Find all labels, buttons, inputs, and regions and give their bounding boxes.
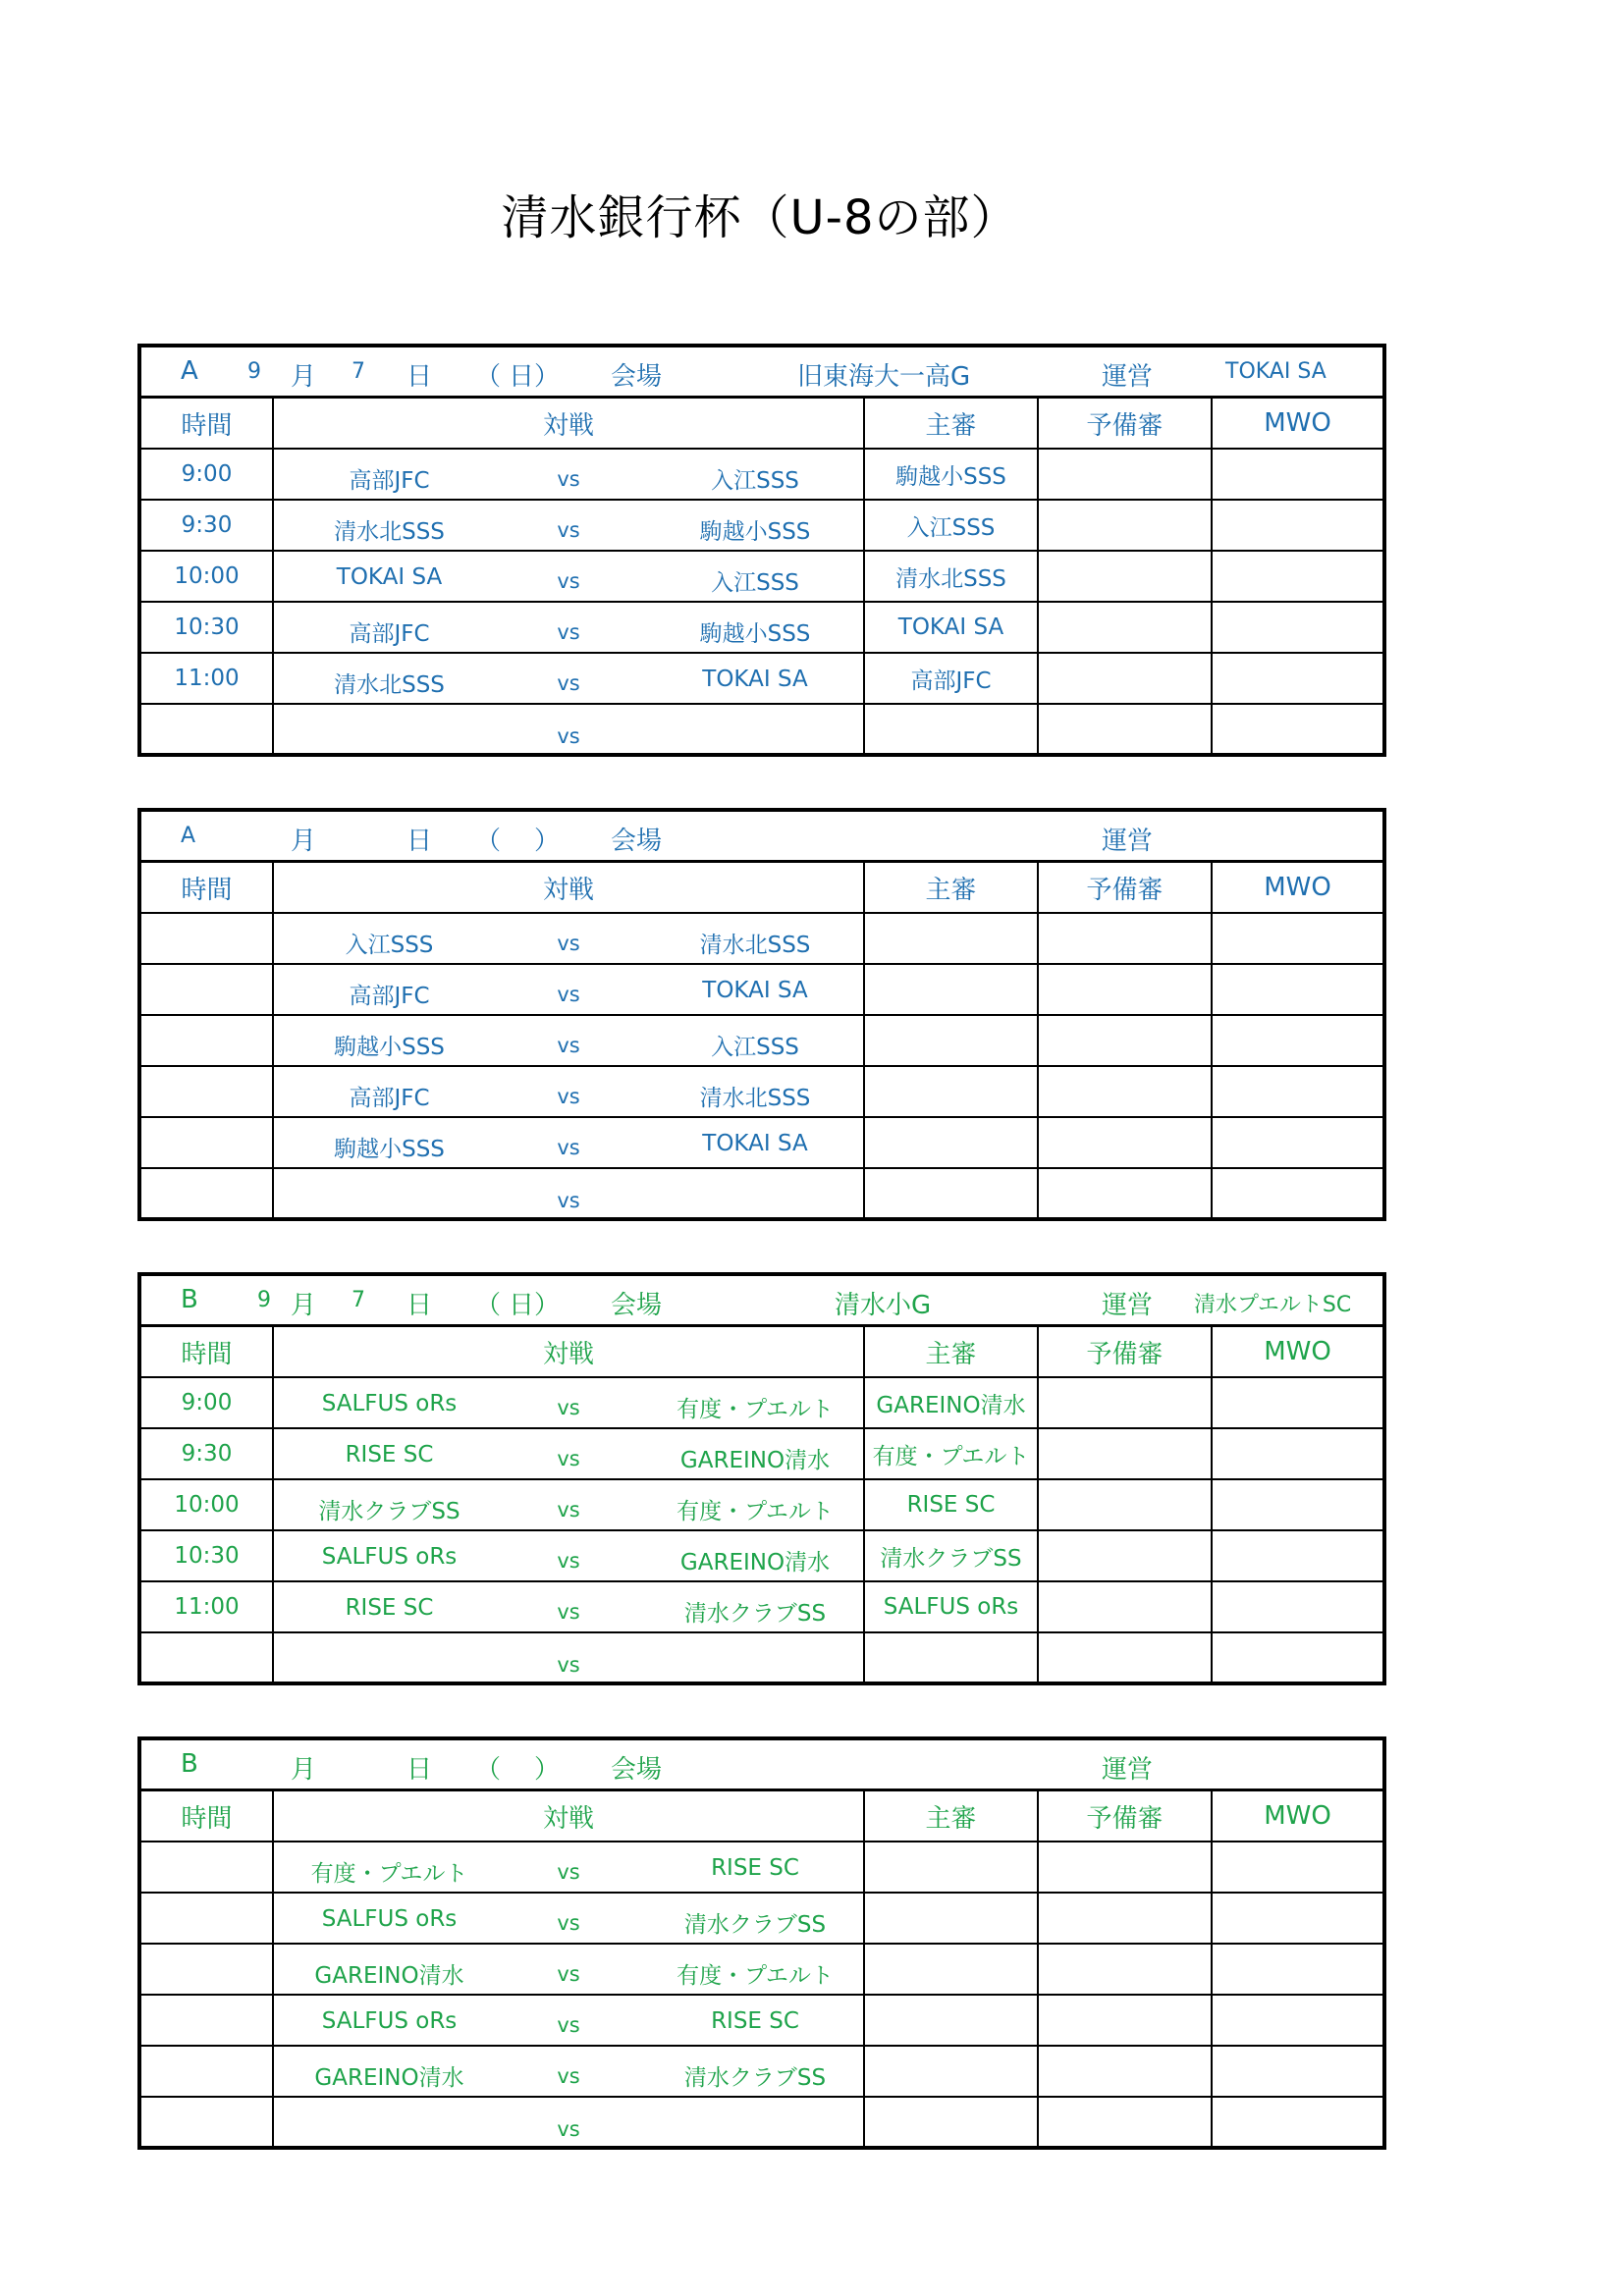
reserve-cell — [1038, 1015, 1212, 1066]
time-cell: 11:00 — [141, 1581, 273, 1632]
vs-label: vs — [557, 1396, 580, 1419]
mwo-cell — [1212, 2046, 1382, 2097]
match-cell — [273, 2046, 864, 2097]
month-value: 9 — [247, 359, 261, 384]
time-cell — [141, 1893, 273, 1944]
vs-label: vs — [557, 1860, 580, 1884]
weekday-close: ） — [534, 1755, 561, 1785]
referee-cell — [864, 2046, 1038, 2097]
weekday-close: ） — [534, 362, 561, 392]
vs-label: vs — [557, 1447, 580, 1470]
col-reserve: 予備審 — [1038, 863, 1212, 913]
venue-label: 会場 — [611, 1755, 663, 1785]
time-cell — [141, 1842, 273, 1893]
mwo-cell — [1212, 1842, 1382, 1893]
home-team: 入江SSS — [345, 933, 434, 958]
venue-label: 会場 — [611, 827, 663, 856]
reserve-cell — [1038, 1530, 1212, 1581]
col-time: 時間 — [141, 1327, 273, 1377]
manager-label: 運営 — [1102, 827, 1154, 856]
time-cell — [141, 1995, 273, 2046]
day-label: 日 — [406, 1291, 433, 1320]
weekday-close: ） — [534, 1291, 561, 1320]
mwo-cell — [1212, 1581, 1382, 1632]
mwo-cell — [1212, 1530, 1382, 1581]
referee-cell — [864, 1944, 1038, 1995]
table-row — [141, 1944, 1382, 1995]
reserve-cell — [1038, 2046, 1212, 2097]
reserve-cell — [1038, 653, 1212, 704]
time-cell: 9:00 — [141, 449, 273, 500]
mwo-cell — [1212, 704, 1382, 754]
referee-cell: 有度・プエルト — [864, 1428, 1038, 1479]
referee-cell: GAREINO清水 — [864, 1377, 1038, 1428]
referee-cell — [864, 1015, 1038, 1066]
home-team: 駒越小SSS — [334, 1137, 445, 1162]
table-row — [141, 1530, 1382, 1581]
reserve-cell — [1038, 1842, 1212, 1893]
col-mwo: MWO — [1212, 863, 1382, 913]
mwo-cell — [1212, 964, 1382, 1015]
day-label: 日 — [406, 827, 433, 856]
mwo-cell — [1212, 1015, 1382, 1066]
match-cell — [273, 1581, 864, 1632]
group-label: B — [181, 1285, 198, 1314]
vs-label: vs — [557, 1962, 580, 1986]
reserve-cell — [1038, 1893, 1212, 1944]
reserve-cell — [1038, 1117, 1212, 1168]
reserve-cell — [1038, 551, 1212, 602]
reserve-cell — [1038, 602, 1212, 653]
mwo-cell — [1212, 1377, 1382, 1428]
mwo-cell — [1212, 913, 1382, 964]
manager-label: 運営 — [1102, 1291, 1154, 1320]
home-team: 清水クラブSS — [318, 1499, 460, 1524]
referee-cell — [864, 1893, 1038, 1944]
home-team: SALFUS oRs — [321, 1391, 458, 1416]
col-mwo: MWO — [1212, 1791, 1382, 1842]
away-team: 清水クラブSS — [683, 1601, 827, 1627]
away-team: 入江SSS — [711, 570, 799, 596]
col-reserve: 予備審 — [1038, 1791, 1212, 1842]
col-mwo: MWO — [1212, 399, 1382, 449]
col-match: 対戦 — [273, 863, 864, 913]
schedule-table-a2 — [137, 808, 1386, 1221]
mwo-cell — [1212, 1428, 1382, 1479]
mwo-cell — [1212, 1479, 1382, 1530]
col-time: 時間 — [141, 1791, 273, 1842]
home-team: TOKAI SA — [336, 564, 443, 590]
vs-label: vs — [557, 1549, 580, 1573]
referee-cell: 駒越小SSS — [864, 449, 1038, 500]
vs-label: vs — [557, 620, 580, 644]
manager-label: 運営 — [1102, 1755, 1154, 1785]
vs-label: vs — [557, 2064, 580, 2088]
schedule-header — [141, 1276, 1382, 1327]
time-cell — [141, 964, 273, 1015]
vs-label: vs — [557, 1600, 580, 1624]
vs-label: vs — [557, 932, 580, 955]
home-team: 高部JFC — [349, 984, 430, 1009]
match-grid — [141, 399, 1382, 754]
home-team: GAREINO清水 — [314, 2065, 464, 2091]
referee-cell — [864, 1066, 1038, 1117]
col-referee: 主審 — [864, 1327, 1038, 1377]
vs-label: vs — [557, 2013, 580, 2037]
table-row — [141, 964, 1382, 1015]
weekday-open: （ — [475, 1291, 502, 1320]
referee-cell: 高部JFC — [864, 653, 1038, 704]
home-team: 清水北SSS — [334, 519, 445, 545]
referee-cell: 入江SSS — [864, 500, 1038, 551]
time-cell: 9:00 — [141, 1377, 273, 1428]
reserve-cell — [1038, 913, 1212, 964]
col-time: 時間 — [141, 863, 273, 913]
col-referee: 主審 — [864, 399, 1038, 449]
reserve-cell — [1038, 1428, 1212, 1479]
reserve-cell — [1038, 1995, 1212, 2046]
time-cell — [141, 1015, 273, 1066]
col-reserve: 予備審 — [1038, 399, 1212, 449]
vs-label: vs — [557, 724, 580, 748]
mwo-cell — [1212, 653, 1382, 704]
table-row — [141, 1117, 1382, 1168]
group-label: A — [181, 356, 198, 386]
schedule-header — [141, 812, 1382, 863]
away-team: 清水クラブSS — [683, 2065, 827, 2091]
month-label: 月 — [291, 362, 317, 392]
vs-label: vs — [557, 1189, 580, 1212]
vs-label: vs — [557, 671, 580, 695]
group-label: A — [181, 824, 196, 848]
reserve-cell — [1038, 704, 1212, 754]
reserve-cell — [1038, 2097, 1212, 2147]
home-team: SALFUS oRs — [321, 1544, 458, 1570]
match-cell — [273, 1168, 864, 1218]
table-row — [141, 2046, 1382, 2097]
home-team: SALFUS oRs — [321, 2008, 458, 2034]
away-team: 清水北SSS — [699, 933, 811, 958]
mwo-cell — [1212, 1168, 1382, 1218]
away-team: TOKAI SA — [702, 978, 808, 1003]
time-cell: 10:30 — [141, 1530, 273, 1581]
vs-label: vs — [557, 1653, 580, 1677]
schedule-table-b1 — [137, 1272, 1386, 1685]
weekday-close: ） — [534, 827, 561, 856]
match-cell — [273, 500, 864, 551]
mwo-cell — [1212, 1117, 1382, 1168]
table-row — [141, 1015, 1382, 1066]
table-row — [141, 1842, 1382, 1893]
month-label: 月 — [291, 1755, 317, 1785]
col-time: 時間 — [141, 399, 273, 449]
reserve-cell — [1038, 1479, 1212, 1530]
vs-label: vs — [557, 569, 580, 593]
home-team: 高部JFC — [349, 1086, 430, 1111]
reserve-cell — [1038, 964, 1212, 1015]
match-cell — [273, 1842, 864, 1893]
col-reserve: 予備審 — [1038, 1327, 1212, 1377]
time-cell: 9:30 — [141, 1428, 273, 1479]
table-row — [141, 2097, 1382, 2147]
manager-value: 清水プエルトSC — [1194, 1293, 1352, 1317]
reserve-cell — [1038, 1066, 1212, 1117]
table-row — [141, 1995, 1382, 2046]
vs-label: vs — [557, 1136, 580, 1159]
mwo-cell — [1212, 1944, 1382, 1995]
vs-label: vs — [557, 2117, 580, 2141]
match-cell — [273, 1995, 864, 2046]
time-cell — [141, 2046, 273, 2097]
table-row — [141, 1428, 1382, 1479]
schedule-header — [141, 1740, 1382, 1791]
vs-label: vs — [557, 1911, 580, 1935]
col-match: 対戦 — [273, 1327, 864, 1377]
match-cell — [273, 1479, 864, 1530]
match-grid — [141, 1327, 1382, 1682]
match-cell — [273, 1428, 864, 1479]
match-cell — [273, 1117, 864, 1168]
referee-cell — [864, 1995, 1038, 2046]
mwo-cell — [1212, 551, 1382, 602]
mwo-cell — [1212, 1893, 1382, 1944]
mwo-cell — [1212, 602, 1382, 653]
mwo-cell — [1212, 1995, 1382, 2046]
match-cell — [273, 2097, 864, 2147]
weekday-value: 日 — [509, 362, 535, 392]
away-team: 清水クラブSS — [683, 1912, 827, 1938]
time-cell: 11:00 — [141, 653, 273, 704]
referee-cell — [864, 1632, 1038, 1682]
match-cell — [273, 1893, 864, 1944]
home-team: SALFUS oRs — [321, 1906, 458, 1932]
match-cell — [273, 551, 864, 602]
time-cell — [141, 1944, 273, 1995]
home-team: 清水北SSS — [334, 672, 445, 698]
match-grid — [141, 863, 1382, 1218]
home-team: 有度・プエルト — [310, 1861, 468, 1887]
vs-label: vs — [557, 1085, 580, 1108]
referee-cell — [864, 1842, 1038, 1893]
manager-value: TOKAI SA — [1225, 359, 1326, 384]
table-row — [141, 1581, 1382, 1632]
referee-cell — [864, 913, 1038, 964]
referee-cell — [864, 1168, 1038, 1218]
schedule-table-a1 — [137, 344, 1386, 757]
vs-label: vs — [557, 1498, 580, 1522]
time-cell — [141, 913, 273, 964]
day-value: 7 — [352, 1288, 365, 1312]
referee-cell: SALFUS oRs — [864, 1581, 1038, 1632]
referee-cell — [864, 964, 1038, 1015]
match-cell — [273, 1066, 864, 1117]
col-mwo: MWO — [1212, 1327, 1382, 1377]
table-row — [141, 1893, 1382, 1944]
away-team: 駒越小SSS — [699, 519, 811, 545]
away-team: RISE SC — [711, 2008, 799, 2034]
mwo-cell — [1212, 1066, 1382, 1117]
reserve-cell — [1038, 1581, 1212, 1632]
match-cell — [273, 1632, 864, 1682]
venue-label: 会場 — [611, 362, 663, 392]
home-team: RISE SC — [345, 1595, 434, 1621]
venue-value: 旧東海大一高G — [797, 362, 971, 392]
day-label: 日 — [406, 362, 433, 392]
day-label: 日 — [406, 1755, 433, 1785]
away-team: 有度・プエルト — [677, 1963, 834, 1989]
home-team: 高部JFC — [349, 621, 430, 647]
away-team: TOKAI SA — [702, 1131, 808, 1156]
mwo-cell — [1212, 1632, 1382, 1682]
venue-label: 会場 — [611, 1291, 663, 1320]
match-cell — [273, 449, 864, 500]
home-team: GAREINO清水 — [314, 1963, 464, 1989]
time-cell — [141, 704, 273, 754]
mwo-cell — [1212, 500, 1382, 551]
vs-label: vs — [557, 518, 580, 542]
page-title: 清水銀行杯（U-8の部） — [501, 190, 1019, 245]
away-team: 入江SSS — [711, 1035, 799, 1060]
reserve-cell — [1038, 1168, 1212, 1218]
reserve-cell — [1038, 1944, 1212, 1995]
away-team: 清水北SSS — [699, 1086, 811, 1111]
time-cell: 9:30 — [141, 500, 273, 551]
away-team: TOKAI SA — [702, 667, 808, 692]
reserve-cell — [1038, 449, 1212, 500]
referee-cell — [864, 704, 1038, 754]
match-cell — [273, 964, 864, 1015]
schedule-header — [141, 347, 1382, 399]
match-cell — [273, 913, 864, 964]
away-team: RISE SC — [711, 1855, 799, 1881]
home-team: 高部JFC — [349, 468, 430, 494]
col-match: 対戦 — [273, 1791, 864, 1842]
table-row — [141, 500, 1382, 551]
match-cell — [273, 1530, 864, 1581]
manager-label: 運営 — [1102, 362, 1154, 392]
away-team: 有度・プエルト — [677, 1499, 834, 1524]
time-cell — [141, 2097, 273, 2147]
match-cell — [273, 602, 864, 653]
month-label: 月 — [291, 1291, 317, 1320]
weekday-open: （ — [475, 362, 502, 392]
reserve-cell — [1038, 500, 1212, 551]
table-row — [141, 449, 1382, 500]
weekday-open: （ — [475, 827, 502, 856]
reserve-cell — [1038, 1632, 1212, 1682]
weekday-value: 日 — [509, 1291, 535, 1320]
away-team: 入江SSS — [711, 468, 799, 494]
referee-cell: 清水クラブSS — [864, 1530, 1038, 1581]
match-cell — [273, 1944, 864, 1995]
table-row — [141, 1479, 1382, 1530]
referee-cell: TOKAI SA — [864, 602, 1038, 653]
match-cell — [273, 653, 864, 704]
referee-cell: RISE SC — [864, 1479, 1038, 1530]
col-referee: 主審 — [864, 863, 1038, 913]
time-cell: 10:00 — [141, 551, 273, 602]
table-row — [141, 1377, 1382, 1428]
away-team: GAREINO清水 — [679, 1550, 831, 1575]
group-label: B — [181, 1749, 198, 1779]
time-cell — [141, 1066, 273, 1117]
table-row — [141, 602, 1382, 653]
mwo-cell — [1212, 449, 1382, 500]
table-row — [141, 1168, 1382, 1218]
mwo-cell — [1212, 2097, 1382, 2147]
time-cell — [141, 1117, 273, 1168]
match-cell — [273, 704, 864, 754]
col-referee: 主審 — [864, 1791, 1038, 1842]
vs-label: vs — [557, 1034, 580, 1057]
away-team: 有度・プエルト — [677, 1397, 834, 1422]
table-row — [141, 913, 1382, 964]
table-row — [141, 704, 1382, 754]
time-cell — [141, 1632, 273, 1682]
referee-cell — [864, 1117, 1038, 1168]
table-row — [141, 1632, 1382, 1682]
table-row — [141, 653, 1382, 704]
match-cell — [273, 1377, 864, 1428]
time-cell — [141, 1168, 273, 1218]
weekday-open: （ — [475, 1755, 502, 1785]
referee-cell — [864, 2097, 1038, 2147]
time-cell: 10:00 — [141, 1479, 273, 1530]
home-team: 駒越小SSS — [334, 1035, 445, 1060]
col-match: 対戦 — [273, 399, 864, 449]
day-value: 7 — [352, 359, 365, 384]
schedule-table-b2 — [137, 1736, 1386, 2150]
home-team: RISE SC — [345, 1442, 434, 1468]
reserve-cell — [1038, 1377, 1212, 1428]
match-grid — [141, 1791, 1382, 2147]
referee-cell: 清水北SSS — [864, 551, 1038, 602]
away-team: GAREINO清水 — [679, 1448, 831, 1473]
away-team: 駒越小SSS — [699, 621, 811, 647]
month-value: 9 — [257, 1288, 271, 1312]
vs-label: vs — [557, 983, 580, 1006]
table-row — [141, 551, 1382, 602]
month-label: 月 — [291, 827, 317, 856]
match-cell — [273, 1015, 864, 1066]
venue-value: 清水小G — [835, 1291, 932, 1320]
vs-label: vs — [557, 467, 580, 491]
time-cell: 10:30 — [141, 602, 273, 653]
table-row — [141, 1066, 1382, 1117]
